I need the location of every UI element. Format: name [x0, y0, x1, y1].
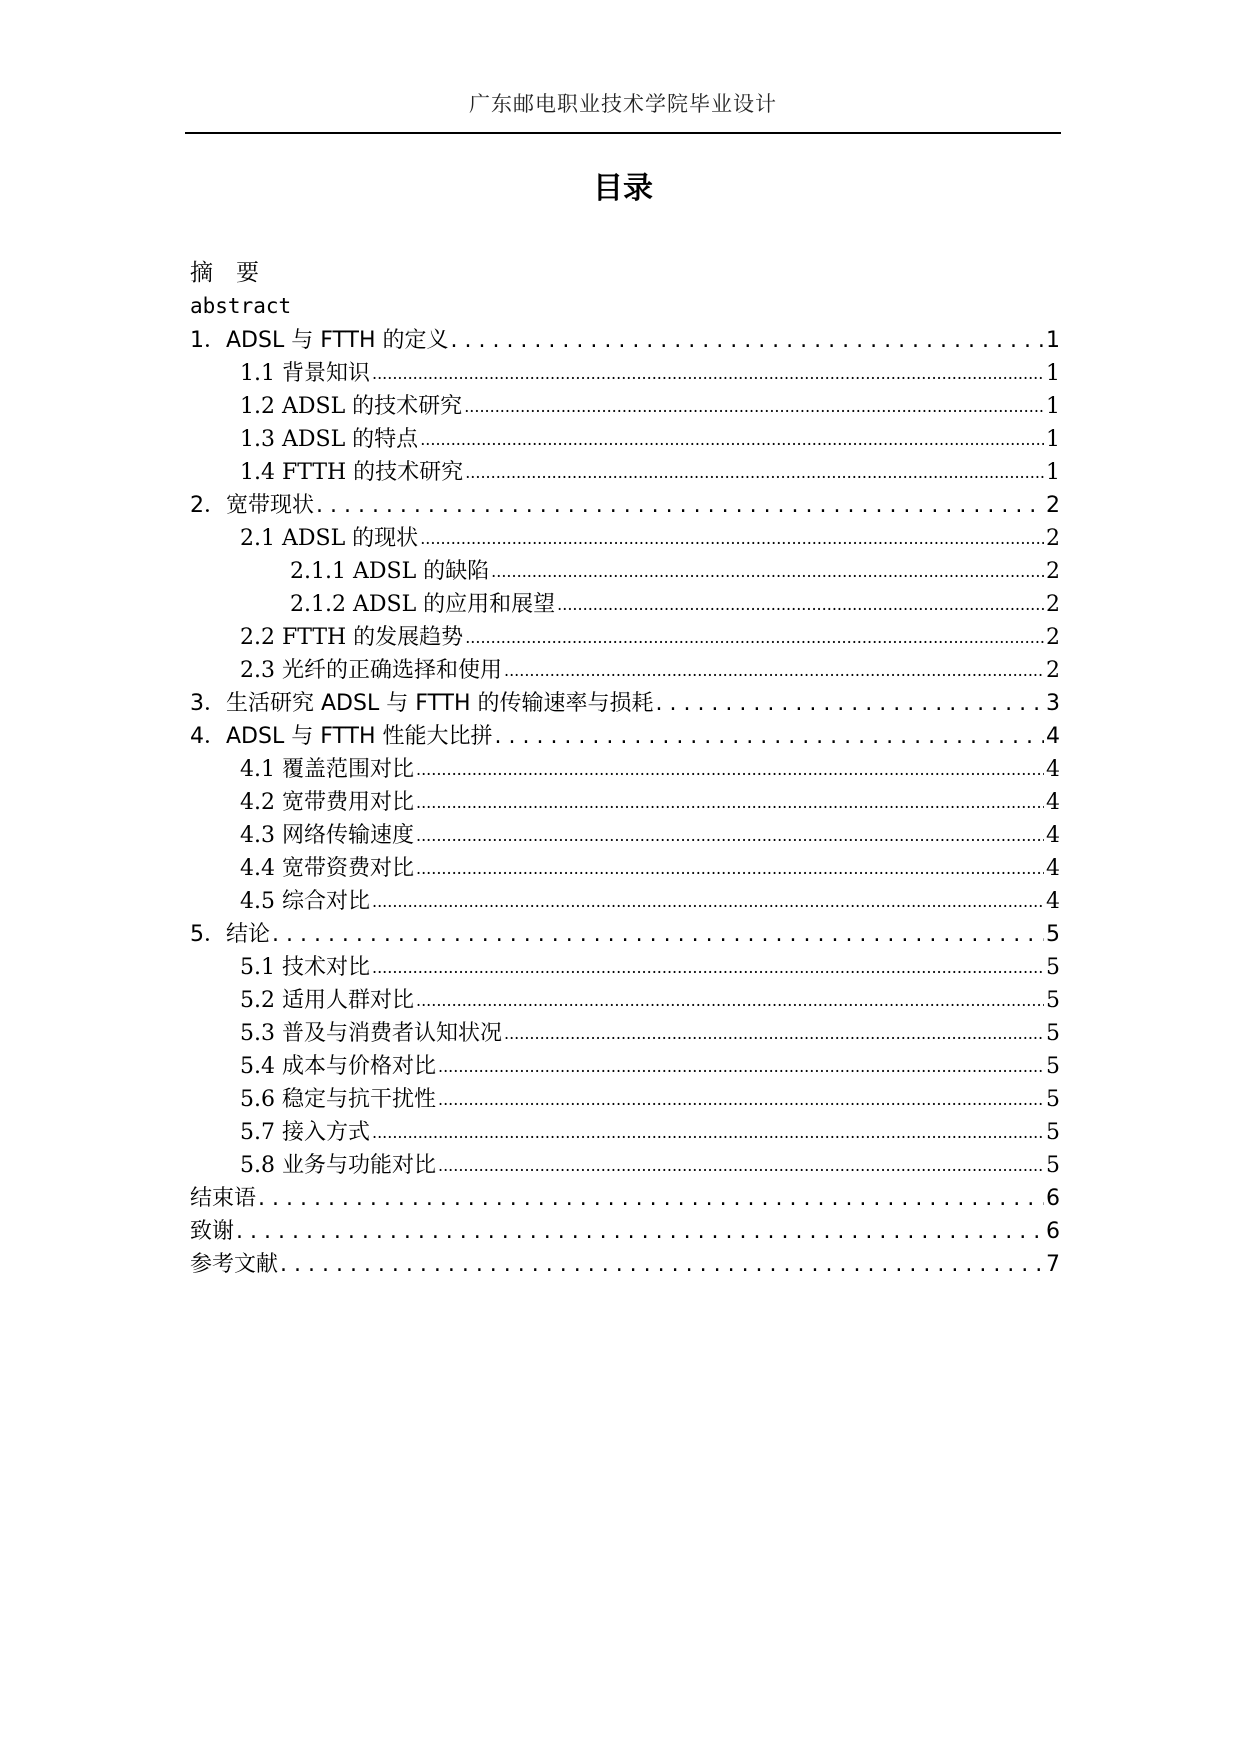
dot-leader: [557, 588, 1044, 621]
toc-entry-page: 5: [1046, 1054, 1060, 1079]
front-matter: [190, 257, 1060, 323]
toc-entry-page: 5: [1046, 922, 1060, 947]
toc-entry[interactable]: [190, 588, 1060, 621]
dot-leader: [438, 1149, 1044, 1182]
dot-leader: [438, 1083, 1044, 1116]
toc-entry-title: 5.1 技术对比: [240, 955, 370, 980]
toc-entry[interactable]: [190, 1083, 1060, 1116]
toc-entry-page: 2: [1046, 526, 1060, 551]
toc-entry-title: 1.2 ADSL 的技术研究: [240, 394, 463, 419]
toc-entry-page: 4: [1046, 889, 1060, 914]
toc-entry-title: 3．生活研究 ADSL 与 FTTH 的传输速率与损耗: [190, 691, 654, 716]
toc-entry[interactable]: [190, 522, 1060, 555]
dot-leader: [464, 390, 1044, 423]
dot-leader: [465, 621, 1044, 654]
toc-entry-page: 5: [1046, 1087, 1060, 1112]
dot-leader: [372, 951, 1044, 984]
toc-entry[interactable]: [190, 1149, 1060, 1182]
toc-entry-abstract-cn: 摘 要: [190, 260, 259, 286]
dot-leader: [451, 324, 1045, 357]
toc-entry[interactable]: [190, 1215, 1060, 1248]
toc-entry-page: 6: [1046, 1219, 1060, 1244]
toc-entry[interactable]: [190, 1248, 1060, 1281]
dot-leader: [491, 555, 1044, 588]
toc-entry-title: 1.3 ADSL 的特点: [240, 427, 419, 452]
toc-entry[interactable]: [190, 753, 1060, 786]
dot-leader: [420, 423, 1044, 456]
toc-entry-title: 2.2 FTTH 的发展趋势: [240, 625, 464, 650]
toc-entry-title: 5.6 稳定与抗干扰性: [240, 1087, 436, 1112]
toc-entry-page: 1: [1046, 427, 1060, 452]
toc-entry[interactable]: [190, 984, 1060, 1017]
toc-entry[interactable]: [190, 1182, 1060, 1215]
toc-entry[interactable]: [190, 951, 1060, 984]
toc-entry[interactable]: [190, 885, 1060, 918]
toc-entry-title: 4.4 宽带资费对比: [240, 856, 414, 881]
dot-leader: [416, 786, 1044, 819]
toc-entry-title: 2.1 ADSL 的现状: [240, 526, 419, 551]
toc-entry[interactable]: [190, 654, 1060, 687]
dot-leader: [416, 753, 1044, 786]
toc-entry[interactable]: [190, 918, 1060, 951]
toc-entry[interactable]: [190, 357, 1060, 390]
toc-entry-title: 2.3 光纤的正确选择和使用: [240, 658, 502, 683]
toc-entry-title: 致谢: [190, 1219, 235, 1244]
toc-entry-page: 7: [1046, 1252, 1060, 1277]
dot-leader: [504, 654, 1044, 687]
table-of-contents: [190, 324, 1060, 1281]
header-divider: [185, 132, 1061, 134]
toc-entry-page: 5: [1046, 1153, 1060, 1178]
toc-entry-page: 4: [1046, 724, 1060, 749]
toc-entry[interactable]: [190, 1050, 1060, 1083]
toc-entry-title: 4.1 覆盖范围对比: [240, 757, 414, 782]
dot-leader: [236, 1215, 1044, 1248]
toc-entry-page: 2: [1046, 625, 1060, 650]
toc-entry-title: 4.2 宽带费用对比: [240, 790, 414, 815]
dot-leader: [258, 1182, 1044, 1215]
dot-leader: [495, 720, 1045, 753]
toc-entry-page: 4: [1046, 757, 1060, 782]
toc-entry-page: 4: [1046, 790, 1060, 815]
toc-entry-title: 2．宽带现状: [190, 493, 314, 518]
toc-entry-title: 4.3 网络传输速度: [240, 823, 414, 848]
toc-entry[interactable]: [190, 324, 1060, 357]
toc-entry[interactable]: [190, 1116, 1060, 1149]
toc-entry-title: 2.1.1 ADSL 的缺陷: [290, 559, 490, 584]
dot-leader: [438, 1050, 1044, 1083]
toc-entry-title: 2.1.2 ADSL 的应用和展望: [290, 592, 556, 617]
dot-leader: [420, 522, 1044, 555]
toc-entry-title: 1．ADSL 与 FTTH 的定义: [190, 328, 449, 353]
toc-entry-title: 参考文献: [190, 1252, 279, 1277]
toc-entry[interactable]: [190, 786, 1060, 819]
dot-leader: [416, 984, 1044, 1017]
toc-entry[interactable]: [190, 555, 1060, 588]
dot-leader: [372, 885, 1044, 918]
dot-leader: [272, 918, 1044, 951]
toc-entry[interactable]: [190, 1017, 1060, 1050]
dot-leader: [416, 852, 1044, 885]
toc-entry-page: 6: [1046, 1186, 1060, 1211]
toc-entry-page: 2: [1046, 559, 1060, 584]
toc-entry-title: 5.2 适用人群对比: [240, 988, 414, 1013]
toc-entry-page: 3: [1046, 691, 1060, 716]
toc-entry-page: 5: [1046, 1120, 1060, 1145]
toc-entry[interactable]: [190, 819, 1060, 852]
toc-entry-title: 4.5 综合对比: [240, 889, 370, 914]
toc-entry-title: 4．ADSL 与 FTTH 性能大比拼: [190, 724, 493, 749]
dot-leader: [655, 687, 1044, 720]
toc-entry-page: 4: [1046, 856, 1060, 881]
toc-entry[interactable]: [190, 423, 1060, 456]
toc-entry[interactable]: [190, 489, 1060, 522]
dot-leader: [465, 456, 1044, 489]
toc-entry-page: 5: [1046, 1021, 1060, 1046]
dot-leader: [280, 1248, 1044, 1281]
toc-entry-abstract-en: abstract: [190, 294, 292, 318]
toc-entry[interactable]: [190, 720, 1060, 753]
toc-entry-page: 1: [1046, 460, 1060, 485]
dot-leader: [316, 489, 1044, 522]
dot-leader: [416, 819, 1044, 852]
toc-entry-title: 5.8 业务与功能对比: [240, 1153, 436, 1178]
toc-entry-page: 5: [1046, 955, 1060, 980]
dot-leader: [504, 1017, 1044, 1050]
toc-entry-title: 5．结论: [190, 922, 270, 947]
toc-entry[interactable]: [190, 390, 1060, 423]
toc-entry-title: 5.7 接入方式: [240, 1120, 370, 1145]
page-title: 目录: [593, 171, 653, 206]
page-header: 广东邮电职业技术学院毕业设计: [469, 92, 777, 116]
toc-entry-title: 1.1 背景知识: [240, 361, 370, 386]
toc-entry-page: 2: [1046, 493, 1060, 518]
toc-entry-page: 1: [1046, 328, 1060, 353]
toc-entry[interactable]: [190, 687, 1060, 720]
toc-entry-page: 5: [1046, 988, 1060, 1013]
toc-entry[interactable]: [190, 456, 1060, 489]
toc-entry-page: 2: [1046, 592, 1060, 617]
toc-entry-title: 1.4 FTTH 的技术研究: [240, 460, 464, 485]
dot-leader: [372, 357, 1044, 390]
toc-entry-page: 4: [1046, 823, 1060, 848]
toc-entry-page: 1: [1046, 394, 1060, 419]
dot-leader: [372, 1116, 1044, 1149]
toc-entry-title: 5.3 普及与消费者认知状况: [240, 1021, 502, 1046]
toc-entry-page: 1: [1046, 361, 1060, 386]
toc-entry-title: 5.4 成本与价格对比: [240, 1054, 436, 1079]
toc-entry-page: 2: [1046, 658, 1060, 683]
toc-entry-title: 结束语: [190, 1186, 257, 1211]
toc-entry[interactable]: [190, 852, 1060, 885]
toc-entry[interactable]: [190, 621, 1060, 654]
